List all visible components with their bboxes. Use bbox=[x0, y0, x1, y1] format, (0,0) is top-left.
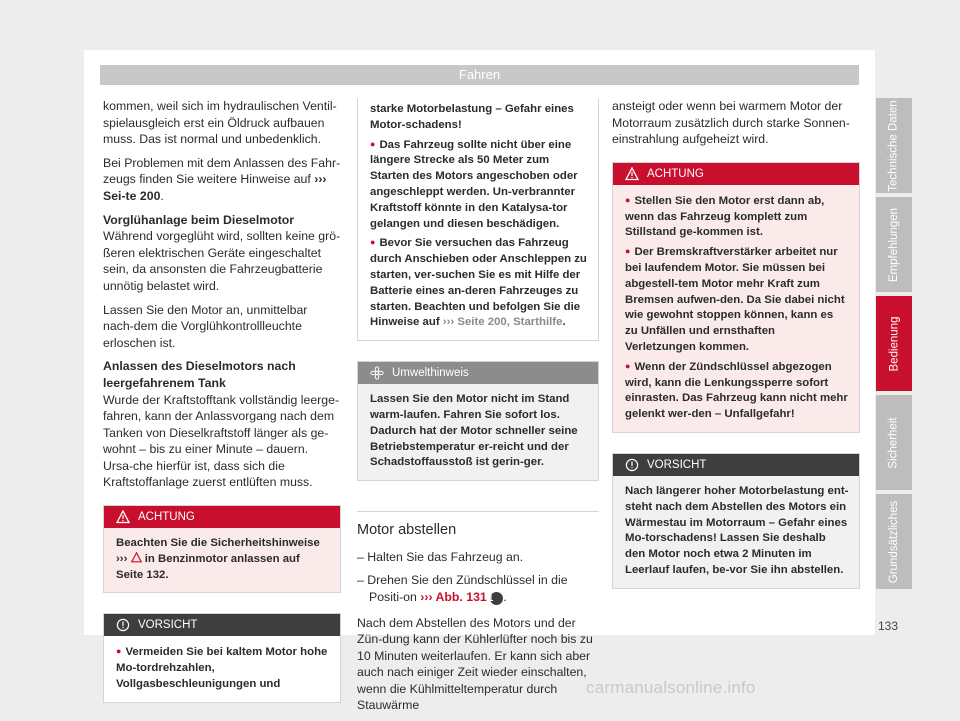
vorsicht-label: VORSICHT bbox=[647, 458, 707, 471]
warning-triangle-icon bbox=[131, 552, 142, 563]
umwelt-label: Umwelthinweis bbox=[392, 367, 469, 380]
page-header bbox=[100, 65, 859, 85]
achtung-header bbox=[613, 163, 859, 185]
achtung-body bbox=[104, 528, 340, 592]
tab-grundsaetzliches[interactable] bbox=[876, 494, 912, 589]
info-circle-icon bbox=[116, 618, 130, 632]
vorsicht-box bbox=[612, 453, 860, 589]
tab-bedienung[interactable] bbox=[876, 296, 912, 391]
paragraph: kommen, weil sich im hydraulischen Ventil-spielausgleich erst ein Öldruck aufbauen muss. Das ist normal und unbedenklich. bbox=[103, 99, 337, 147]
tab-technische-daten[interactable] bbox=[876, 98, 912, 193]
paragraph: Wurde der Kraftstofftank vollständig leerge-fahren, kann der Anlassvorgang nach dem Tanken von Dieselkraftstoff länger als ge-wohnt – bis zu einer Minute – dauern. Ursa-che hierfür ist, dass sich die Kraftstoffanlage zuerst entlüften muss. bbox=[103, 392, 340, 490]
step-text: – Drehen Sie den Zündschlüssel in die Positi-on bbox=[357, 573, 568, 604]
step-item: – Halten Sie das Fahrzeug an. bbox=[357, 549, 524, 564]
continuation-text: starke Motorbelastung – Gefahr eines Motor-schadens! bbox=[370, 103, 574, 131]
callout-badge: 1 bbox=[490, 592, 503, 605]
reference-arrow[interactable]: ››› bbox=[116, 552, 128, 565]
warning-triangle-icon bbox=[625, 167, 639, 181]
subheading: Vorglühanlage beim Dieselmotor bbox=[103, 212, 295, 227]
subheading: Anlassen des Dieselmotors nach leergefahrenem Tank bbox=[103, 359, 296, 390]
header-title: Fahren bbox=[458, 67, 501, 82]
flower-icon bbox=[370, 366, 384, 380]
vorsicht-bullet: ● Vermeiden Sie bei kaltem Motor hohe Mo-tordrehzahlen, Vollgasbeschleunigungen und bbox=[116, 644, 330, 692]
achtung-label: ACHTUNG bbox=[138, 511, 195, 524]
umwelt-body bbox=[358, 384, 598, 480]
tab-empfehlungen[interactable] bbox=[876, 197, 912, 292]
page-link[interactable]: ››› Seite 200, Starthilfe bbox=[442, 316, 563, 329]
vorsicht-box bbox=[103, 613, 341, 702]
umwelt-text: Lassen Sie den Motor nicht im Stand warm-laufen. Fahren Sie sofort los. Dadurch hat der Motor schneller seine Betriebstemperatur er-reicht und der Schadstoffausstoß ist gerin-ger. bbox=[370, 393, 578, 469]
column-2 bbox=[357, 98, 599, 721]
paragraph-text: Bei Problemen mit dem Anlassen des Fahr-zeugs finden Sie weitere Hinweise auf bbox=[103, 155, 341, 187]
achtung-box bbox=[103, 505, 341, 593]
achtung-body bbox=[613, 185, 859, 432]
info-circle-icon bbox=[625, 458, 639, 472]
vorsicht-header bbox=[104, 614, 340, 636]
tab-label: Technische Daten bbox=[888, 99, 901, 192]
vorsicht-continuation-body bbox=[358, 98, 598, 340]
tab-sicherheit[interactable] bbox=[876, 395, 912, 490]
figure-link[interactable]: ››› Abb. 131 bbox=[420, 589, 487, 604]
achtung-label: ACHTUNG bbox=[647, 167, 704, 180]
bullet-item: ● Stellen Sie den Motor erst dann ab, wenn das Fahrzeug komplett zum Stillstand ge-kommen ist. bbox=[625, 193, 849, 241]
page-link[interactable]: ››› Sei-te 200 bbox=[103, 172, 327, 203]
bullet-item: ● Wenn der Zündschlüssel abgezogen wird, kann die Lenkungssperre sofort einrasten. Das Fahrzeug kann nicht mehr gelenkt wer-den – Unfallgefahr! bbox=[625, 359, 849, 423]
warning-triangle-icon bbox=[116, 510, 130, 524]
paragraph bbox=[103, 155, 341, 205]
vorsicht-continuation-box bbox=[357, 98, 599, 341]
tab-label: Bedienung bbox=[888, 316, 900, 371]
achtung-header bbox=[104, 506, 340, 528]
umwelt-box bbox=[357, 361, 599, 481]
tab-label: Grundsätzliches bbox=[888, 500, 900, 583]
column-1 bbox=[103, 98, 341, 703]
page-number: 133 bbox=[878, 619, 899, 633]
watermark: carmanualsonline.info bbox=[586, 678, 756, 697]
bullet-text: Bevor Sie versuchen das Fahrzeug durch Anschieben oder Anschleppen zu starten, ver-suchen Sie es mit Hilfe der Batterie eines an-deren Fahrzeuges zu starten. Beachten und befolgen Sie die Hinweise auf bbox=[370, 237, 587, 329]
vorsicht-body bbox=[104, 636, 340, 701]
vorsicht-text: Nach längerer hoher Motorbelastung ent-steht nach dem Abstellen des Motors ein Wärmestau im Motorraum – Gefahr eines Mo-torschadens! Lassen Sie deshalb den Motor noch etwa 2 Minuten im Leerlauf laufen, be-vor Sie ihn abstellen. bbox=[625, 484, 849, 576]
achtung-text: Beachten Sie die Sicherheitshinweise bbox=[116, 537, 320, 550]
step-item bbox=[357, 572, 599, 605]
step-text: . bbox=[503, 589, 507, 604]
tab-label: Sicherheit bbox=[888, 416, 901, 469]
vorsicht-label: VORSICHT bbox=[138, 619, 198, 632]
bullet-item: ● Das Fahrzeug sollte nicht über eine längere Strecke als 50 Meter zum Starten des Motors angeschoben oder angeschleppt werden. Un-verbrannter Kraftstoff könnte in den Katalysa-tor gelangen und diesen beschädigen. bbox=[370, 137, 588, 233]
bullet-item bbox=[370, 235, 588, 331]
vorsicht-body bbox=[613, 476, 859, 588]
vorsicht-header bbox=[613, 454, 859, 476]
bullet-text: . bbox=[562, 316, 566, 329]
bullet-item: ● Der Bremskraftverstärker arbeitet nur bei laufendem Motor. Sie müssen bei abgestell-tem Motor mehr Kraft zum Bremsen aufwen-den. Da Sie dabei nicht wie gewohnt stoppen können, kann es zu Unfällen und ernsthaften Verletzungen kommen. bbox=[625, 244, 849, 356]
umwelt-header bbox=[358, 362, 598, 384]
section-title: Motor abstellen bbox=[357, 511, 599, 539]
paragraph-text: . bbox=[160, 188, 164, 203]
paragraph: Während vorgeglüht wird, sollten keine grö-ßeren elektrischen Geräte eingeschaltet sein, da ansonsten die Fahrzeugbatterie unnötig belastet wird. bbox=[103, 229, 341, 293]
paragraph: Lassen Sie den Motor an, unmittelbar nach-dem die Vorglühkontrollleuchte erloschen ist. bbox=[103, 302, 308, 350]
paragraph: ansteigt oder wenn bei warmem Motor der Motorraum zusätzlich durch starke Sonnen-einstrahlung aufgeheizt wird. bbox=[612, 99, 850, 147]
achtung-text: in Benzinmotor anlassen auf Seite 132. bbox=[116, 552, 300, 581]
column-3 bbox=[612, 98, 860, 589]
achtung-box bbox=[612, 162, 860, 433]
tab-label: Empfehlungen bbox=[888, 207, 901, 282]
paragraph: Nach dem Abstellen des Motors und der Zün-dung kann der Kühlerlüfter noch bis zu 10 Minuten weiterlaufen. Er kann sich aber auch nach einiger Zeit wieder einschalten, wenn die Kühlmitteltemperatur durch Stauwärme bbox=[357, 615, 593, 713]
